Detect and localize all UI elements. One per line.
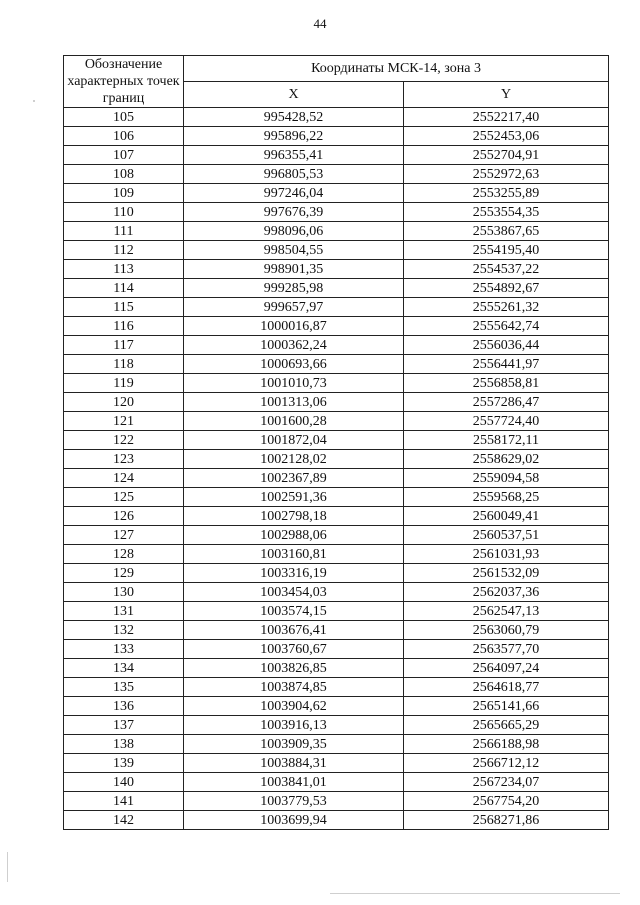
table-row: [64, 412, 609, 431]
x-cell: 1002798,18: [184, 507, 404, 526]
y-cell: 2556858,81: [404, 374, 609, 393]
x-cell: 1002988,06: [184, 526, 404, 545]
y-cell: 2567754,20: [404, 792, 609, 811]
y-cell: 2555261,32: [404, 298, 609, 317]
x-cell: 1003454,03: [184, 583, 404, 602]
table-row: [64, 754, 609, 773]
x-cell: 999285,98: [184, 279, 404, 298]
point-cell: 118: [64, 355, 184, 374]
table-row: [64, 241, 609, 260]
table-row: [64, 659, 609, 678]
x-cell: 1002128,02: [184, 450, 404, 469]
table-row: [64, 602, 609, 621]
table-row: [64, 507, 609, 526]
point-cell: 128: [64, 545, 184, 564]
point-cell: 137: [64, 716, 184, 735]
table-row: [64, 811, 609, 830]
table-row: [64, 203, 609, 222]
y-cell: 2552217,40: [404, 108, 609, 127]
x-cell: 1003826,85: [184, 659, 404, 678]
y-cell: 2560049,41: [404, 507, 609, 526]
y-cell: 2554537,22: [404, 260, 609, 279]
point-cell: 107: [64, 146, 184, 165]
table-row: [64, 450, 609, 469]
table-row: [64, 792, 609, 811]
x-cell: 998901,35: [184, 260, 404, 279]
table-row: [64, 146, 609, 165]
x-cell: 1003874,85: [184, 678, 404, 697]
point-cell: 126: [64, 507, 184, 526]
y-cell: 2552972,63: [404, 165, 609, 184]
point-cell: 122: [64, 431, 184, 450]
point-cell: 136: [64, 697, 184, 716]
y-cell: 2566712,12: [404, 754, 609, 773]
y-cell: 2556036,44: [404, 336, 609, 355]
x-cell: 1000016,87: [184, 317, 404, 336]
table-row: [64, 279, 609, 298]
x-cell: 997246,04: [184, 184, 404, 203]
point-cell: 109: [64, 184, 184, 203]
y-cell: 2561031,93: [404, 545, 609, 564]
page-number: 44: [313, 16, 327, 31]
y-cell: 2553867,65: [404, 222, 609, 241]
x-cell: 1001010,73: [184, 374, 404, 393]
point-cell: 127: [64, 526, 184, 545]
y-cell: 2563060,79: [404, 621, 609, 640]
point-cell: 131: [64, 602, 184, 621]
table-body: [64, 108, 609, 830]
table-row: [64, 564, 609, 583]
x-cell: 1003316,19: [184, 564, 404, 583]
x-cell: 1003916,13: [184, 716, 404, 735]
y-cell: 2562037,36: [404, 583, 609, 602]
point-cell: 110: [64, 203, 184, 222]
y-cell: 2552704,91: [404, 146, 609, 165]
x-cell: 996805,53: [184, 165, 404, 184]
x-cell: 1003779,53: [184, 792, 404, 811]
table-row: [64, 621, 609, 640]
point-cell: 116: [64, 317, 184, 336]
table-row: [64, 336, 609, 355]
table-row: [64, 317, 609, 336]
x-cell: 1000362,24: [184, 336, 404, 355]
y-cell: 2558172,11: [404, 431, 609, 450]
point-cell: 142: [64, 811, 184, 830]
point-cell: 139: [64, 754, 184, 773]
x-cell: 1003574,15: [184, 602, 404, 621]
x-cell: 1003676,41: [184, 621, 404, 640]
table-row: [64, 127, 609, 146]
table-row: [64, 526, 609, 545]
header-y: Y: [404, 82, 609, 108]
table-row: [64, 108, 609, 127]
y-cell: 2567234,07: [404, 773, 609, 792]
y-cell: 2561532,09: [404, 564, 609, 583]
point-cell: 140: [64, 773, 184, 792]
x-cell: 995428,52: [184, 108, 404, 127]
point-cell: 133: [64, 640, 184, 659]
point-cell: 111: [64, 222, 184, 241]
table-row: [64, 469, 609, 488]
point-cell: 123: [64, 450, 184, 469]
y-cell: 2560537,51: [404, 526, 609, 545]
table-row: [64, 488, 609, 507]
y-cell: 2552453,06: [404, 127, 609, 146]
point-cell: 132: [64, 621, 184, 640]
table-row: [64, 583, 609, 602]
x-cell: 996355,41: [184, 146, 404, 165]
point-cell: 113: [64, 260, 184, 279]
point-cell: 106: [64, 127, 184, 146]
y-cell: 2553255,89: [404, 184, 609, 203]
table-row: [64, 355, 609, 374]
table-row: [64, 640, 609, 659]
x-cell: 999657,97: [184, 298, 404, 317]
point-cell: 124: [64, 469, 184, 488]
x-cell: 998096,06: [184, 222, 404, 241]
y-cell: 2553554,35: [404, 203, 609, 222]
table-row: [64, 184, 609, 203]
table-row: [64, 431, 609, 450]
x-cell: 998504,55: [184, 241, 404, 260]
point-cell: 120: [64, 393, 184, 412]
point-cell: 125: [64, 488, 184, 507]
x-cell: 995896,22: [184, 127, 404, 146]
table-row: [64, 222, 609, 241]
point-cell: 129: [64, 564, 184, 583]
table-row: [64, 165, 609, 184]
y-cell: 2565141,66: [404, 697, 609, 716]
y-cell: 2566188,98: [404, 735, 609, 754]
point-cell: 108: [64, 165, 184, 184]
y-cell: 2554892,67: [404, 279, 609, 298]
point-cell: 119: [64, 374, 184, 393]
y-cell: 2564618,77: [404, 678, 609, 697]
x-cell: 1003909,35: [184, 735, 404, 754]
x-cell: 1001600,28: [184, 412, 404, 431]
table-row: [64, 716, 609, 735]
y-cell: 2554195,40: [404, 241, 609, 260]
point-cell: 130: [64, 583, 184, 602]
x-cell: 1001313,06: [184, 393, 404, 412]
point-cell: 135: [64, 678, 184, 697]
y-cell: 2563577,70: [404, 640, 609, 659]
y-cell: 2557286,47: [404, 393, 609, 412]
header-x: X: [184, 82, 404, 108]
y-cell: 2559568,25: [404, 488, 609, 507]
x-cell: 1003884,31: [184, 754, 404, 773]
y-cell: 2558629,02: [404, 450, 609, 469]
table-row: [64, 260, 609, 279]
table-header: [64, 56, 609, 108]
x-cell: 1001872,04: [184, 431, 404, 450]
table-row: [64, 374, 609, 393]
table-row: [64, 773, 609, 792]
header-point-designation: Обозначение характерных точек границ: [64, 56, 184, 108]
x-cell: 1003760,67: [184, 640, 404, 659]
margin-mark: [7, 852, 8, 882]
table-row: [64, 393, 609, 412]
y-cell: 2555642,74: [404, 317, 609, 336]
margin-mark: [33, 100, 35, 102]
x-cell: 1003841,01: [184, 773, 404, 792]
x-cell: 1003699,94: [184, 811, 404, 830]
y-cell: 2557724,40: [404, 412, 609, 431]
table-row: [64, 298, 609, 317]
y-cell: 2565665,29: [404, 716, 609, 735]
point-cell: 105: [64, 108, 184, 127]
table-row: [64, 545, 609, 564]
table-row: [64, 678, 609, 697]
x-cell: 1002591,36: [184, 488, 404, 507]
x-cell: 1003160,81: [184, 545, 404, 564]
coordinates-table: [63, 55, 609, 830]
y-cell: 2556441,97: [404, 355, 609, 374]
table-row: [64, 697, 609, 716]
point-cell: 117: [64, 336, 184, 355]
y-cell: 2564097,24: [404, 659, 609, 678]
point-cell: 121: [64, 412, 184, 431]
y-cell: 2568271,86: [404, 811, 609, 830]
y-cell: 2562547,13: [404, 602, 609, 621]
point-cell: 134: [64, 659, 184, 678]
y-cell: 2559094,58: [404, 469, 609, 488]
table-row: [64, 735, 609, 754]
x-cell: 1003904,62: [184, 697, 404, 716]
point-cell: 115: [64, 298, 184, 317]
point-cell: 138: [64, 735, 184, 754]
point-cell: 112: [64, 241, 184, 260]
header-coordinates-system: Координаты МСК-14, зона 3: [184, 56, 609, 82]
x-cell: 997676,39: [184, 203, 404, 222]
point-cell: 141: [64, 792, 184, 811]
margin-mark: [330, 893, 620, 894]
point-cell: 114: [64, 279, 184, 298]
x-cell: 1002367,89: [184, 469, 404, 488]
x-cell: 1000693,66: [184, 355, 404, 374]
